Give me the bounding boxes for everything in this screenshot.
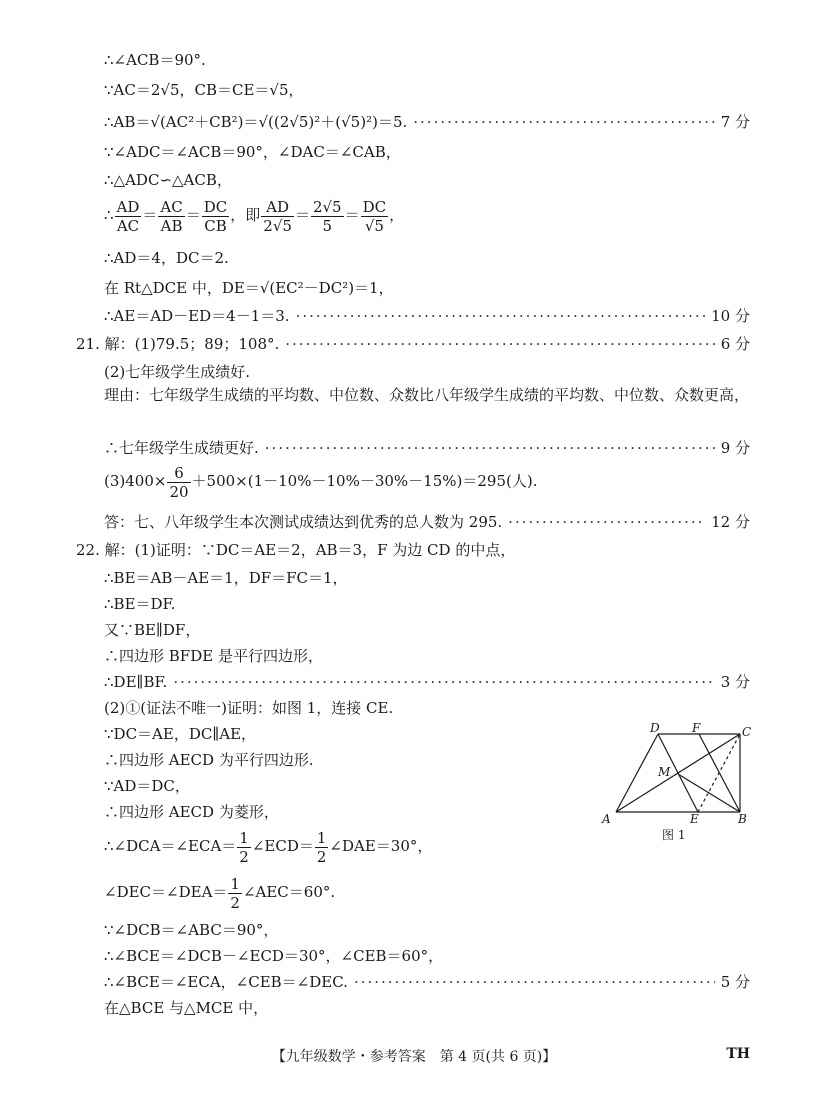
solution-text: 答：七、八年级学生本次测试成绩达到优秀的总人数为 295. [104,513,503,531]
denominator: AC [116,216,140,235]
solution-line: ∵AD＝DC， [104,777,190,795]
numerator: 1 [239,828,249,847]
fraction [237,829,251,866]
fraction [158,198,184,235]
score-points: 12 分 [711,513,750,531]
score-points: 3 分 [720,673,750,691]
label-e: E [690,812,699,826]
segment-ad [616,734,658,812]
solution-line: ∴四边形 AECD 为平行四边形. [104,751,314,769]
denominator: 5 [322,216,333,235]
solution-line: ∴BE＝AB－AE＝1，DF＝FC＝1， [104,569,348,587]
solution-line: ∵DC＝AE，DC∥AE， [104,725,257,743]
numerator: 1 [316,828,327,847]
solution-line: 22. 解：(1)证明：∵DC＝AE＝2，AB＝3，F 为边 CD 的中点， [76,541,516,559]
denominator: AB [160,216,183,235]
solution-line: ∴四边形 AECD 为菱形， [104,803,279,821]
math-text: ＝ [142,206,158,224]
label-f: F [692,722,701,735]
solution-text: ∴七年级学生成绩更好. [104,439,259,457]
solution-line: 又∵BE∥DF， [104,621,201,639]
solution-line-scored [104,112,750,132]
numerator: DC [203,197,228,216]
solution-line: ∴∠BCE＝∠DCB－∠ECD＝30°，∠CEB＝60°， [104,947,444,965]
denominator: CB [204,216,227,235]
label-d: D [650,722,660,735]
denominator: 2 [316,847,327,866]
denominator: 2√5 [263,216,292,235]
math-text: ∠ECD＝ [251,837,314,855]
math-text: ∠DEC＝∠DEA＝ [104,883,228,901]
label-b: B [738,812,747,826]
fraction [167,464,190,501]
solution-text: 21. 解：(1)79.5；89；108°. [76,335,280,353]
solution-paragraph: 理由：七年级学生成绩的平均数、中位数、众数比八年级学生成绩的平均数、中位数、众数更高， [104,386,750,404]
solution-line: ∴BE＝DF. [104,595,176,613]
numerator: 2√5 [312,197,342,216]
math-text: ∠DAE＝30°， [329,837,433,855]
fraction [115,198,142,235]
label-a: A [602,812,611,826]
segment-mb [678,774,740,812]
leader-dots [354,972,715,992]
math-text: ∠AEC＝60°. [242,883,336,901]
leader-dots [508,512,705,532]
math-text: ，即 [230,206,261,224]
fraction [311,198,344,235]
numerator: AD [261,198,294,217]
solution-line: ∵AC＝2√5，CB＝CE＝√5， [104,81,304,99]
math-text: ＝ [294,206,310,224]
fraction [228,875,242,912]
denominator: √5 [364,216,384,235]
solution-line: ∵∠ADC＝∠ACB＝90°，∠DAC＝∠CAB， [104,143,401,161]
fraction [202,198,230,235]
denominator: 2 [230,893,240,912]
math-text: ， [389,206,405,224]
numerator: AC [160,197,183,216]
fraction [261,198,294,235]
solution-line-fractions [104,826,750,866]
score-points: 5 分 [720,973,750,991]
solution-line-scored [104,972,750,992]
solution-line-scored [104,306,750,326]
solution-line: 在 Rt△DCE 中，DE＝√(EC²－DC²)＝1， [104,279,394,297]
solution-line: ∵∠DCB＝∠ABC＝90°， [104,921,279,939]
solution-line: (2)①(证法不唯一)证明：如图 1，连接 CE. [104,699,394,717]
math-text: ∴ [104,206,114,224]
score-points: 7 分 [720,113,750,131]
label-m: M [658,765,671,779]
solution-line-fractions [104,462,750,501]
score-points: 6 分 [720,335,750,353]
solution-line-scored [104,438,750,458]
denominator: 2 [239,847,249,866]
solution-line: ∴∠ACB＝90°. [104,51,206,69]
denominator: 20 [169,482,189,501]
solution-line: 在△BCE 与△MCE 中， [104,999,269,1017]
solution-line: ∴△ADC∽△ACB， [104,171,232,189]
solution-text: ∴AB＝√(AC²＋CB²)＝√((2√5)²＋(√5)²)＝5. [104,113,408,131]
solution-line-scored [104,512,750,532]
footer-code: TH [726,1046,750,1062]
figure-caption: 图 1 [662,828,686,842]
solution-text: ∴∠BCE＝∠ECA，∠CEB＝∠DEC. [104,973,348,991]
solution-line-scored [76,334,750,354]
leader-dots [173,672,714,692]
solution-line-scored [104,672,750,692]
leader-dots [285,334,714,354]
numerator: 1 [230,874,240,893]
leader-dots [296,306,706,326]
leader-dots [413,112,714,132]
page-footer: 【九年级数学・参考答案 第 4 页(共 6 页)】 [271,1049,557,1065]
fraction [361,198,389,235]
solution-line: (2)七年级学生成绩好. [104,363,251,381]
leader-dots [265,438,715,458]
numerator: DC [362,197,387,216]
math-text: ∴∠DCA＝∠ECA＝ [104,837,237,855]
solution-line: ∴四边形 BFDE 是平行四边形， [104,647,323,665]
math-text: ＝ [185,206,201,224]
numerator: 6 [167,464,190,483]
label-c: C [742,725,752,739]
solution-line-fractions [104,872,750,912]
numerator: AD [116,197,140,216]
score-points: 10 分 [711,307,750,325]
math-text: (3)400× [104,472,167,490]
solution-text: ∴DE∥BF. [104,673,168,691]
geometry-figure [596,722,756,826]
solution-text: ∴AE＝AD－ED＝4－1＝3. [104,307,290,325]
solution-line: ∴AD＝4，DC＝2. [104,249,229,267]
math-text: ＝ [344,206,360,224]
solution-line-fractions [104,196,750,235]
fraction [315,829,329,866]
math-text: ＋500×(1－10%－10%－30%－15%)＝295(人). [191,472,538,490]
score-points: 9 分 [720,439,750,457]
